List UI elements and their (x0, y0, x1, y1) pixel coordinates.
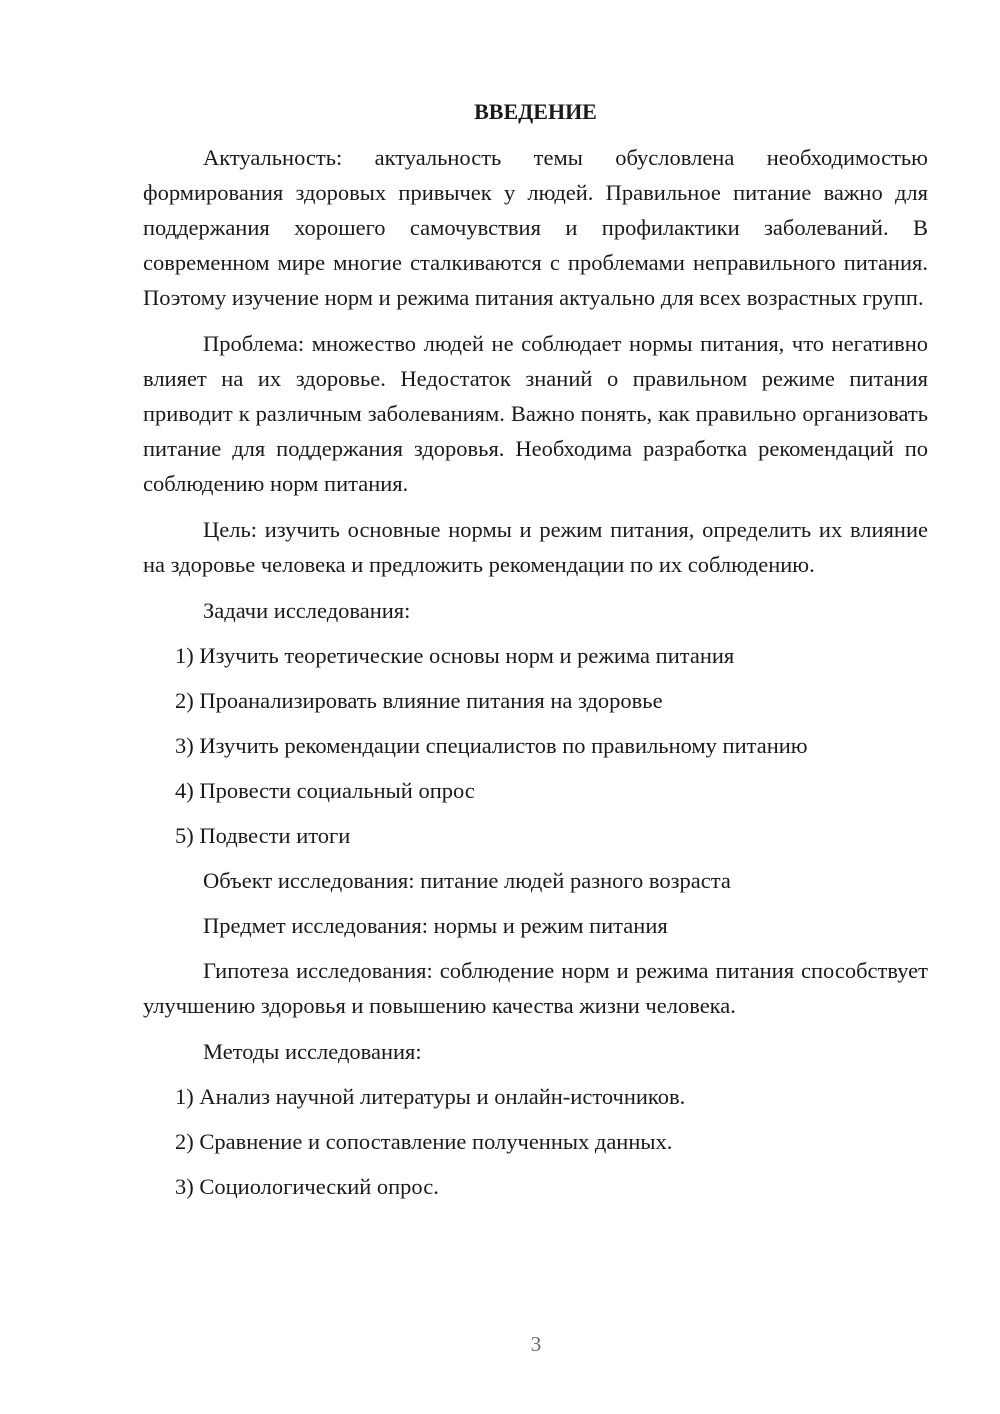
hypothesis-paragraph: Гипотеза исследования: соблюдение норм и режима питания способствует улучшению здоровья и повышению качества жизни человека. (143, 958, 928, 1018)
list-item: 1) Анализ научной литературы и онлайн-источников. (175, 1084, 686, 1109)
list-item: 2) Проанализировать влияние питания на здоровье (175, 688, 663, 713)
list-item: 5) Подвести итоги (175, 823, 351, 848)
subject-line: Предмет исследования: нормы и режим питания (203, 913, 668, 938)
problem-paragraph: Проблема: множество людей не соблюдает нормы питания, что негативно влияет на их здоровье. Недостаток знаний о правильном режиме питания приводит к различным заболеваниям. Важно понять, как правильно организовать питание для поддержания здоровья. Необходима разработка рекомендаций по соблюдению норм питания. (143, 331, 928, 496)
list-item: 4) Провести социальный опрос (175, 778, 475, 803)
list-item: 3) Изучить рекомендации специалистов по правильному питанию (175, 733, 808, 758)
methods-list (143, 1079, 928, 1204)
document-page (143, 94, 928, 1214)
goal-paragraph: Цель: изучить основные нормы и режим питания, определить их влияние на здоровье человека и предложить рекомендации по их соблюдению. (143, 517, 928, 577)
list-item: 1) Изучить теоретические основы норм и режима питания (175, 643, 735, 668)
list-item: 2) Сравнение и сопоставление полученных данных. (175, 1129, 673, 1154)
tasks-list (143, 638, 928, 853)
tasks-heading: Задачи исследования: (203, 598, 411, 623)
list-item: 3) Социологический опрос. (175, 1174, 439, 1199)
page-number: 3 (530, 1332, 542, 1356)
object-line: Объект исследования: питание людей разного возраста (203, 868, 731, 893)
section-heading: ВВЕДЕНИЕ (474, 99, 597, 124)
relevance-paragraph: Актуальность: актуальность темы обусловлена необходимостью формирования здоровых привычек у людей. Правильное питание важно для поддержания хорошего самочувствия и профилактики заболеваний. В современном мире многие сталкиваются с проблемами неправильного питания. Поэтому изучение норм и режима питания актуально для всех возрастных групп. (143, 145, 928, 310)
methods-heading: Методы исследования: (203, 1039, 422, 1064)
